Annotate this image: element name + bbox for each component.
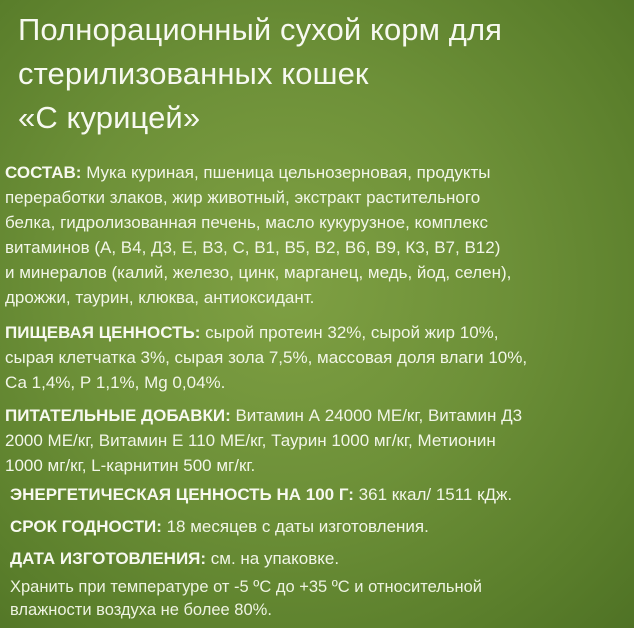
additives-text: Витамин А 24000 МЕ/кг, Витамин Д3 [230,406,523,425]
additives-first-line [5,403,625,428]
manufacture-date-label: ДАТА ИЗГОТОВЛЕНИЯ: [10,549,207,568]
shelf-life-section [10,514,630,539]
manufacture-date-value: см. на упаковке. [206,549,340,568]
product-title [18,8,618,140]
nutrition-label: ПИЩЕВАЯ ЦЕННОСТЬ: [5,323,201,342]
composition-section [5,160,625,310]
title-line: «С курицей» [18,100,201,135]
energy-label: ЭНЕРГЕТИЧЕСКАЯ ЦЕННОСТЬ НА 100 Г: [10,485,354,504]
nutrition-section [5,320,625,395]
manufacture-date-section [10,546,630,571]
composition-text: витаминов (А, В4, Д3, Е, В3, С, В1, В5, В2, В6, В9, К3, В7, В12) [5,238,501,257]
additives-text: 1000 мг/кг, L-карнитин 500 мг/кг. [5,456,256,475]
composition-text: белка, гидролизованная печень, масло кукурузное, комплекс [5,213,489,232]
additives-section [5,403,625,478]
storage-text: влажности воздуха не более 80%. [10,601,272,619]
additives-text: 2000 МЕ/кг, Витамин Е 110 МЕ/кг, Таурин 1000 мг/кг, Метионин [5,431,496,450]
composition-text: дрожжи, таурин, клюква, антиоксидант. [5,288,315,307]
energy-line [10,482,630,507]
energy-value: 361 ккал/ 1511 кДж. [353,485,513,504]
composition-text: переработки злаков, жир животный, экстракт растительного [5,188,481,207]
nutrition-text: Са 1,4%, Р 1,1%, Mg 0,04%. [5,373,226,392]
title-line: стерилизованных кошек [18,56,369,91]
composition-text: Мука куриная, пшеница цельнозерновая, продукты [81,163,491,182]
nutrition-first-line [5,320,625,345]
manufacture-date-line [10,546,630,571]
energy-section [10,482,630,507]
storage-text: Хранить при температуре от -5 ºС до +35 ºС и относительной [10,578,482,596]
composition-first-line [5,160,625,185]
shelf-life-value: 18 месяцев с даты изготовления. [161,517,429,536]
storage-conditions-section [10,576,630,622]
nutrition-text: сырой протеин 32%, сырой жир 10%, [200,323,499,342]
composition-text: и минералов (калий, железо, цинк, марганец, медь, йод, селен), [5,263,512,282]
composition-label: СОСТАВ: [5,163,82,182]
additives-label: ПИТАТЕЛЬНЫЕ ДОБАВКИ: [5,406,231,425]
shelf-life-line [10,514,630,539]
nutrition-text: сырая клетчатка 3%, сырая зола 7,5%, массовая доля влаги 10%, [5,348,528,367]
shelf-life-label: СРОК ГОДНОСТИ: [10,517,162,536]
title-line: Полнорационный сухой корм для [18,12,503,47]
